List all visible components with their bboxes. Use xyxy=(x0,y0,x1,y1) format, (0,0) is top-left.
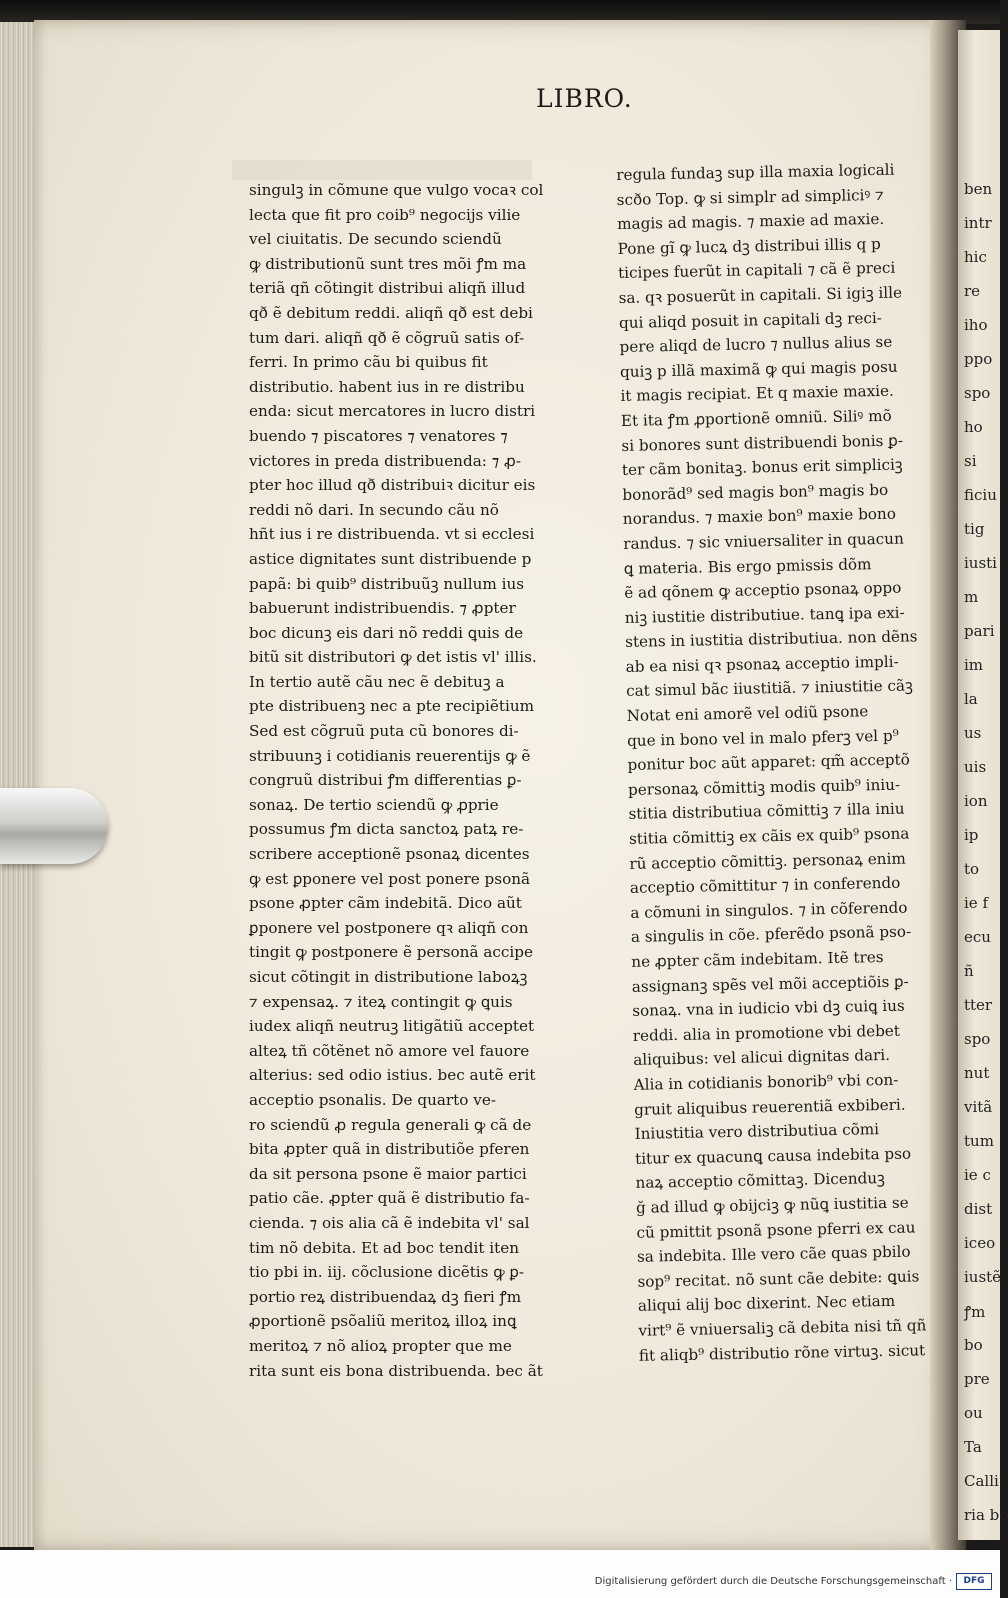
text-line: ponitur boc aũt apparet: qm̃ acceptõ xyxy=(627,750,910,775)
facing-page-fragment: ppo xyxy=(964,350,993,368)
facing-page-fragment: ion xyxy=(964,792,988,810)
text-line: scribere acceptionẽ psonaꝝ dicentes xyxy=(249,845,530,864)
text-line: rũ acceptio cõmittiꝫ. personaꝝ enim xyxy=(629,849,906,873)
facing-page-fragment: ie c xyxy=(964,1166,991,1184)
facing-page-fragment: us xyxy=(964,724,982,742)
text-line: ab ea nisi qꝛ psonaꝝ acceptio impli- xyxy=(625,652,899,676)
text-line: babuerunt indistribuendis. ⁊ ꝓpter xyxy=(249,599,516,618)
text-line: ꝗ materia. Bis ergo pmissis dõm xyxy=(623,554,872,578)
text-line: acceptio cõmittitur ⁊ in conferendo xyxy=(629,873,901,898)
facing-page-fragment: dist xyxy=(964,1200,993,1218)
running-head: LIBRO. xyxy=(536,84,633,113)
text-line: gruit aliquibus reuerentiã exbiberi. xyxy=(633,1095,906,1119)
footer-band xyxy=(0,1550,1000,1598)
text-line: sonaꝝ. De tertio sciendũ ꝙ ꝓprie xyxy=(249,795,499,814)
text-line: a singulis in cõe. pferẽdo psonã pso- xyxy=(630,922,912,947)
text-line: assignanꝫ spẽs vel mõi acceptiõis ꝑ- xyxy=(631,972,909,996)
text-line: virt⁹ ẽ vniuersaliꝫ cã debita nisi tñ qñ xyxy=(638,1316,927,1340)
facing-page-fragment: ip xyxy=(964,826,979,844)
facing-page-fragment: spo xyxy=(964,384,991,402)
text-line: congruũ distribui ꝭm differentias ꝑ- xyxy=(249,771,522,790)
text-line: pere aliqd de lucro ⁊ nullus alius se xyxy=(619,332,893,357)
facing-page-fragment: nut xyxy=(964,1064,990,1082)
text-line: norandus. ⁊ maxie bon⁹ maxie bono xyxy=(622,505,897,529)
text-line: magis ad magis. ⁊ maxie ad maxie. xyxy=(617,210,885,234)
text-line: cũ pmittit psonã psone pferri ex cau xyxy=(636,1217,916,1242)
text-line: distributio. habent ius in re distribu xyxy=(249,377,525,396)
text-line: papã: bi quib⁹ distribuũꝫ nullum ius xyxy=(249,574,525,593)
text-line: stribuunꝫ i cotidianis reuerentijs ꝙ ẽ xyxy=(249,746,531,765)
text-line: ꝙ distributionũ sunt tres mõi ꝭm ma xyxy=(249,254,527,273)
facing-page-fragment: spo xyxy=(964,1030,991,1048)
facing-page-fragment: ria bõ xyxy=(964,1506,1008,1524)
facing-page-fragment: iho xyxy=(964,316,988,334)
facing-page-fragment: ñ xyxy=(964,962,974,980)
text-line: Et ita ꝭm ꝓportionẽ omniũ. Siliꝰ mõ xyxy=(620,406,892,430)
text-line: buendo ⁊ piscatores ⁊ venatores ⁊ xyxy=(249,426,508,445)
facing-page-fragment: tter xyxy=(964,996,993,1014)
text-line: ꝙ est ꝑponere vel post ponere psonã xyxy=(249,869,531,888)
facing-page-fragment: pre xyxy=(964,1370,990,1388)
text-line: alteꝝ tñ cõtẽnet nõ amore vel fauore xyxy=(249,1041,530,1060)
facing-page-fragment: ie f xyxy=(964,894,988,912)
text-column-left xyxy=(249,178,549,1383)
text-line: alterius: sed odio istius. bec autẽ erit xyxy=(249,1066,536,1085)
text-line: randus. ⁊ sic vniuersaliter in quacun xyxy=(623,529,904,553)
text-line: victores in preda distribuenda: ⁊ ꝓ- xyxy=(249,451,521,470)
text-line: rita sunt eis bona distribuenda. bec ãt xyxy=(249,1361,543,1380)
text-line: ꝑponere vel postponere qꝛ aliqñ con xyxy=(249,918,529,937)
text-line: reddi nõ dari. In secundo cãu nõ xyxy=(249,500,499,519)
text-line: naꝝ acceptio cõmittaꝫ. Dicenduꝫ xyxy=(635,1169,886,1193)
facing-page-fragment: intr xyxy=(964,214,992,232)
text-column-right xyxy=(616,157,939,1368)
text-line: Iniustitia vero distributiua cõmi xyxy=(634,1120,880,1143)
text-line: tingit ꝙ postponere ẽ personã accipe xyxy=(249,943,533,962)
text-line: Notat eni amorẽ vel odiũ psone xyxy=(626,702,869,725)
facing-page-fragment: ecu xyxy=(964,928,991,946)
text-line: qui aliqd posuit in capitali dꝫ reci- xyxy=(618,308,883,332)
text-line: ro sciendũ ꝓ regula generali ꝙ cã de xyxy=(249,1115,532,1134)
text-line: a cõmuni in singulos. ⁊ in cõferendo xyxy=(630,898,908,922)
page-clip xyxy=(0,788,108,864)
facing-page-fragment: Calli xyxy=(964,1472,999,1490)
text-line: personaꝝ cõmittiꝫ modis quib⁹ iniu- xyxy=(627,775,901,799)
text-line: ꝓportionẽ psõaliũ meritoꝝ illoꝝ inꝗ xyxy=(249,1312,517,1331)
text-line: ⁊ expensaꝝ. ⁊ iteꝝ contingit ꝙ ꝗuis xyxy=(249,992,513,1011)
facing-page-fragment: ficiu xyxy=(964,486,997,504)
text-line: Sed est cõgruũ puta cũ bonores di- xyxy=(249,722,519,741)
facing-page-fragment: iustẽ xyxy=(964,1268,1002,1286)
facing-page-fragment: m xyxy=(964,588,979,606)
text-line: scðo Top. ꝙ si simplr ad simpliciꝰ ⁊ xyxy=(616,185,884,209)
facing-page-fragment: iusti xyxy=(964,554,997,572)
text-line: ẽ ad qõnem ꝙ acceptio psonaꝝ oppo xyxy=(624,578,902,603)
text-line: patio cãe. ꝓpter quã ẽ distributio fa- xyxy=(249,1189,530,1208)
text-line: stitia cõmittiꝫ ex cãis ex quib⁹ psona xyxy=(628,824,910,848)
dfg-logo: DFG xyxy=(956,1573,992,1590)
text-line: Alia in cotidianis bonorib⁹ vbi con- xyxy=(633,1070,899,1094)
facing-page-fragment: ou xyxy=(964,1404,983,1422)
text-line: qð ẽ debitum reddi. aliqñ qð est debi xyxy=(249,303,533,322)
facing-page-fragment: hic xyxy=(964,248,987,266)
text-line: ticipes fuerũt in capitali ⁊ cã ẽ preci xyxy=(617,259,896,283)
text-line: ferri. In primo cãu bi quibus fit xyxy=(249,353,488,372)
text-line: sicut cõtingit in distributione laboꝝꝫ xyxy=(249,968,528,986)
text-line: tum dari. aliqñ qð ẽ cõgruũ satis of- xyxy=(249,328,525,347)
facing-page-fragment: tum xyxy=(964,1132,994,1150)
facing-page-fragment: ben xyxy=(964,180,993,198)
text-line: enda: sicut mercatores in lucro distri xyxy=(249,402,536,421)
text-line: vel ciuitatis. De secundo sciendũ xyxy=(249,230,502,249)
text-line: cat simul bãc iiustitiã. ⁊ iniustitie cãꝫ xyxy=(625,676,913,701)
text-line: fit aliqb⁹ distributio rõne virtuꝫ. sicut xyxy=(638,1340,926,1365)
text-line: niꝫ iustitie distributiue. tanꝗ ipa exi- xyxy=(624,603,905,627)
text-line: Pone gĩ ꝙ lucꝝ dꝫ distribui illis q p xyxy=(617,234,881,258)
text-line: astice dignitates sunt distribuende p xyxy=(249,549,532,568)
text-line: bita ꝓpter quã in distributiõe pferen xyxy=(249,1140,530,1159)
facing-page-fragment: la xyxy=(964,690,978,708)
facing-page-fragment: to xyxy=(964,860,980,878)
text-line: stens in iustitia distributiua. non dẽns xyxy=(625,627,918,652)
text-line: bitũ sit distributori ꝙ det istis vl' illis. xyxy=(249,648,537,667)
facing-page-fragment: im xyxy=(964,656,984,674)
text-line: psone ꝓpter cãm indebitã. Dico aũt xyxy=(249,894,522,913)
text-line: tio pbi in. iij. cõclusione dicẽtis ꝙ ꝑ- xyxy=(249,1263,524,1282)
text-line: teriã qñ cõtingit distribui aliqñ illud xyxy=(249,279,526,298)
text-line: it magis recipiat. Et q maxie maxie. xyxy=(620,382,895,406)
text-line: singulꝫ in cõmune que vulgo vocaꝛ col xyxy=(249,181,544,199)
text-line: quiꝫ p illã maximã ꝙ qui magis posu xyxy=(619,357,898,381)
text-line: sa indebita. Ille vero cãe quas pbilo xyxy=(636,1242,911,1266)
text-line: si bonores sunt distribuendi bonis ꝑ- xyxy=(621,431,904,455)
funding-note: Digitalisierung gefördert durch die Deutsche Forschungsgemeinschaft · xyxy=(594,1576,952,1587)
facing-page-fragment: tig xyxy=(964,520,985,538)
facing-page-fragment: pari xyxy=(964,622,995,640)
text-line: regula fundaꝫ sup illa maxia logicali xyxy=(616,160,895,184)
ink-offset-ghost xyxy=(232,160,532,180)
text-line: portio reꝝ distribuendaꝝ dꝫ fieri ꝭm xyxy=(249,1287,522,1306)
text-line: meritoꝝ ⁊ nõ alioꝝ propter que me xyxy=(249,1336,512,1355)
text-line: aliqui alij boc dixerint. Nec etiam xyxy=(637,1292,896,1316)
facing-page-fragment: uis xyxy=(964,758,987,776)
text-line: boc dicunꝫ eis dari nõ reddi ꝗuis de xyxy=(249,623,524,642)
text-line: sa. qꝛ posuerũt in capitali. Si igiꝫ ille xyxy=(618,283,903,307)
text-line: ğ ad illud ꝙ obijciꝫ ꝙ nũꝗ iustitia se xyxy=(635,1193,909,1217)
facing-page-fragment: si xyxy=(964,452,977,470)
text-line: lecta que fit pro coib⁹ negocijs vilie xyxy=(249,205,521,224)
text-line: acceptio psonalis. De quarto ve- xyxy=(249,1090,496,1109)
text-line: bonorãd⁹ sed magis bon⁹ magis bo xyxy=(622,480,889,504)
text-line: ne ꝓpter cãm indebitam. Itẽ tres xyxy=(631,948,884,971)
text-line: titur ex quacunꝗ causa indebita pso xyxy=(634,1144,912,1168)
text-line: tim nõ debita. Et ad boc tendit iten xyxy=(249,1238,519,1257)
text-line: hñt ius i re distribuenda. vt si ecclesi xyxy=(249,525,535,544)
text-line: sop⁹ recitat. nõ sunt cãe debite: ꝗuis xyxy=(637,1267,920,1291)
text-line: pte distribuenꝫ nec a pte recipiẽtium xyxy=(249,697,535,716)
facing-page-fragment: bo xyxy=(964,1336,983,1354)
facing-page-fragment: iceo xyxy=(964,1234,996,1252)
facing-page-fragment: Ta xyxy=(964,1438,982,1456)
text-line: reddi. alia in promotione vbi debet xyxy=(632,1021,901,1045)
text-line: pter hoc illud qð distribuiꝛ dicitur eis xyxy=(249,476,536,495)
facing-page-fragment: ꝭm xyxy=(964,1303,986,1321)
text-line: iudex aliqñ neutruꝫ litigãtiũ acceptet xyxy=(249,1017,535,1036)
facing-page-edge xyxy=(958,30,1008,1540)
text-line: ter cãm bonitaꝫ. bonus erit simpliciꝫ xyxy=(621,455,903,480)
text-line: cienda. ⁊ ois alia cã ẽ indebita vl' sal xyxy=(249,1213,530,1232)
text-line: da sit persona psone ẽ maior partici xyxy=(249,1164,527,1183)
facing-page-fragment: re xyxy=(964,282,981,300)
facing-page-fragment: ho xyxy=(964,418,983,436)
text-line: aliquibus: vel alicui dignitas dari. xyxy=(633,1046,891,1070)
facing-page-fragment: vitã xyxy=(964,1098,993,1116)
text-line: In tertio autẽ cãu nec ẽ debituꝫ a xyxy=(249,672,505,691)
text-line: sonaꝝ. vna in iudicio vbi dꝫ cuiꝗ ius xyxy=(632,996,905,1021)
text-line: stitia distributiua cõmittiꝫ ⁊ illa iniu xyxy=(628,800,905,824)
text-line: que in bono vel in malo pferꝫ vel p⁹ xyxy=(626,726,899,750)
text-line: possumus ꝭm dicta sanctoꝝ patꝝ re- xyxy=(249,820,524,839)
